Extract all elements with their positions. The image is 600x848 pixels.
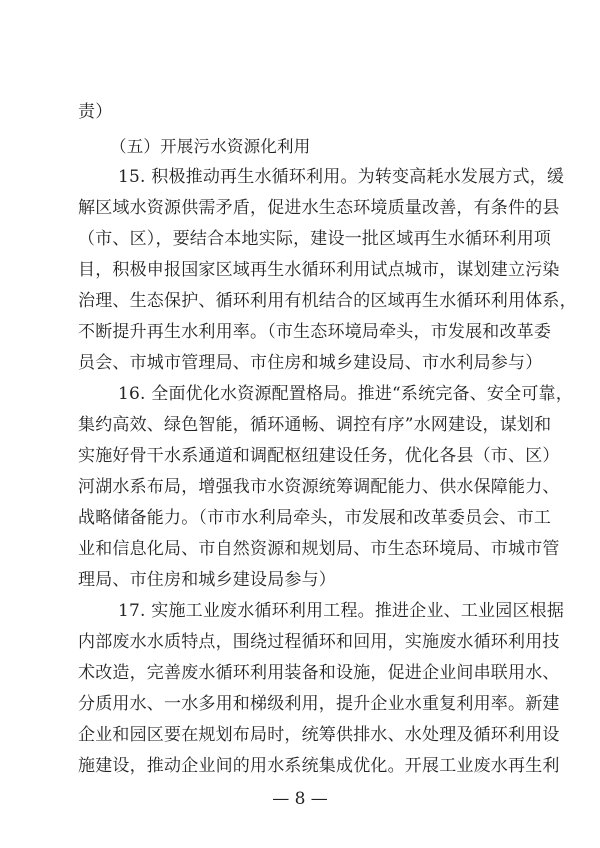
paragraph-17-line: 术改造，完善废水循环利用装备和设施，促进企业间串联用水、 — [78, 663, 560, 683]
paragraph-17-line: 17. 实施工业废水循环利用工程。推进企业、工业园区根据 — [118, 601, 565, 621]
paragraph-16-line: 河湖水系布局，增强我市水资源统筹调配能力、供水保障能力、 — [78, 477, 560, 497]
paragraph-15-line: 治理、生态保护、循环利用有机结合的区域再生水循环利用体系， — [78, 291, 577, 311]
paragraph-15-line: 员会、市城市管理局、市住房和城乡建设局、市水利局参与） — [78, 353, 543, 373]
page-number: — 8 — — [272, 789, 328, 809]
paragraph-16-line: 实施好骨干水系通道和调配枢纽建设任务，优化各县（市、区） — [78, 446, 560, 466]
paragraph-16-line: 集约高效、绿色智能，循环通畅、调控有序”水网建设，谋划和 — [78, 415, 552, 435]
paragraph-15-line: 不断提升再生水利用率。（市生态环境局牵头，市发展和改革委 — [78, 322, 552, 342]
paragraph-16-line: 战略储备能力。（市市水利局牵头，市发展和改革委员会、市工 — [78, 508, 552, 528]
paragraph-16-line: 16. 全面优化水资源配置格局。推进“系统完备、安全可靠， — [118, 384, 573, 404]
paragraph-16-line: 理局、市住房和城乡建设局参与） — [78, 570, 336, 590]
paragraph-15-line: 目，积极申报国家区域再生水循环利用试点城市，谋划建立污染 — [78, 260, 560, 280]
paragraph-15-line: 15. 积极推动再生水循环利用。为转变高耗水发展方式，缓 — [118, 167, 565, 187]
paragraph-15-line: （市、区），要结合本地实际，建设一批区域再生水循环利用项 — [78, 229, 552, 249]
paragraph-15-line: 解区域水资源供需矛盾，促进水生态环境质量改善，有条件的县 — [78, 198, 560, 218]
paragraph-17-line: 分质用水、一水多用和梯级利用，提升企业水重复利用率。新建 — [78, 694, 560, 714]
paragraph-17-line: 内部废水水质特点，围绕过程循环和回用，实施废水循环利用技 — [78, 632, 560, 652]
section-heading: （五）开展污水资源化利用 — [110, 137, 311, 156]
text-line: 责） — [78, 102, 113, 122]
paragraph-17-line: 施建设，推动企业间的用水系统集成优化。开展工业废水再生利 — [78, 756, 560, 776]
paragraph-16-line: 业和信息化局、市自然资源和规划局、市生态环境局、市城市管 — [78, 539, 560, 559]
paragraph-17-line: 企业和园区要在规划布局时，统筹供排水、水处理及循环利用设 — [78, 725, 560, 745]
